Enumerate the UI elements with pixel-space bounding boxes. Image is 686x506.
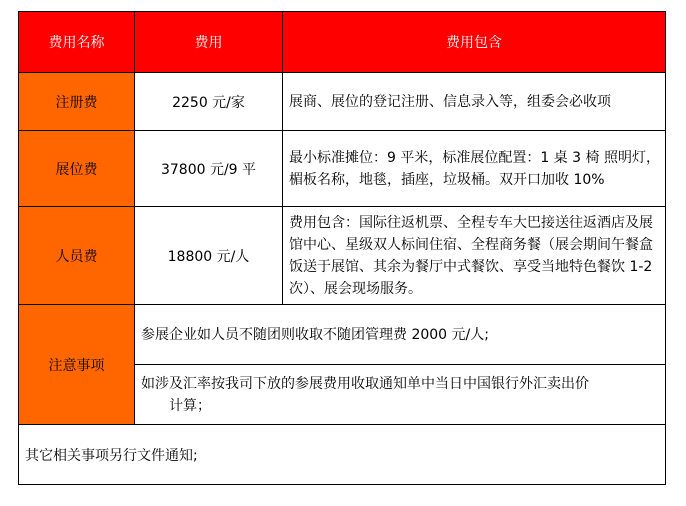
table-row-booth bbox=[19, 131, 666, 207]
table-row-registration bbox=[19, 73, 666, 131]
table-row-personnel bbox=[19, 207, 666, 305]
booth-fee-label: 展位费 bbox=[19, 131, 135, 207]
fee-table bbox=[18, 11, 666, 485]
personnel-fee-label: 人员费 bbox=[19, 207, 135, 305]
note-2 bbox=[135, 365, 666, 425]
note-2-line-2: 计算； bbox=[169, 397, 211, 414]
personnel-fee-price: 18800 元/人 bbox=[135, 207, 283, 305]
booth-fee-desc: 最小标准摊位：9 平米，标准展位配置：1 桌 3 椅 照明灯，楣板名称，地毯，插座，垃圾桶。双开口加收 10% bbox=[283, 131, 666, 207]
footer-row bbox=[19, 425, 666, 485]
header-fee-includes: 费用包含 bbox=[283, 12, 666, 73]
footer-note: 其它相关事项另行文件通知; bbox=[19, 425, 666, 485]
header-row bbox=[19, 12, 666, 73]
note-2-line-1: 如涉及汇率按我司下放的参展费用收取通知单中当日中国银行外汇卖出价 bbox=[141, 375, 589, 392]
notes-label: 注意事项 bbox=[19, 305, 135, 425]
note-1: 参展企业如人员不随团则收取不随团管理费 2000 元/人; bbox=[135, 305, 666, 365]
personnel-fee-desc: 费用包含：国际往返机票、全程专车大巴接送往返酒店及展馆中心、星级双人标间住宿、全程商务餐（展会期间午餐盒饭送于展馆、其余为餐厅中式餐饮、享受当地特色餐饮 1-2 次）、展会现场服务。 bbox=[283, 207, 666, 305]
header-fee-name: 费用名称 bbox=[19, 12, 135, 73]
registration-fee-price: 2250 元/家 bbox=[135, 73, 283, 131]
registration-fee-label: 注册费 bbox=[19, 73, 135, 131]
notes-row-1 bbox=[19, 305, 666, 365]
booth-fee-price: 37800 元/9 平 bbox=[135, 131, 283, 207]
registration-fee-desc: 展商、展位的登记注册、信息录入等，组委会必收项 bbox=[283, 73, 666, 131]
header-fee: 费用 bbox=[135, 12, 283, 73]
